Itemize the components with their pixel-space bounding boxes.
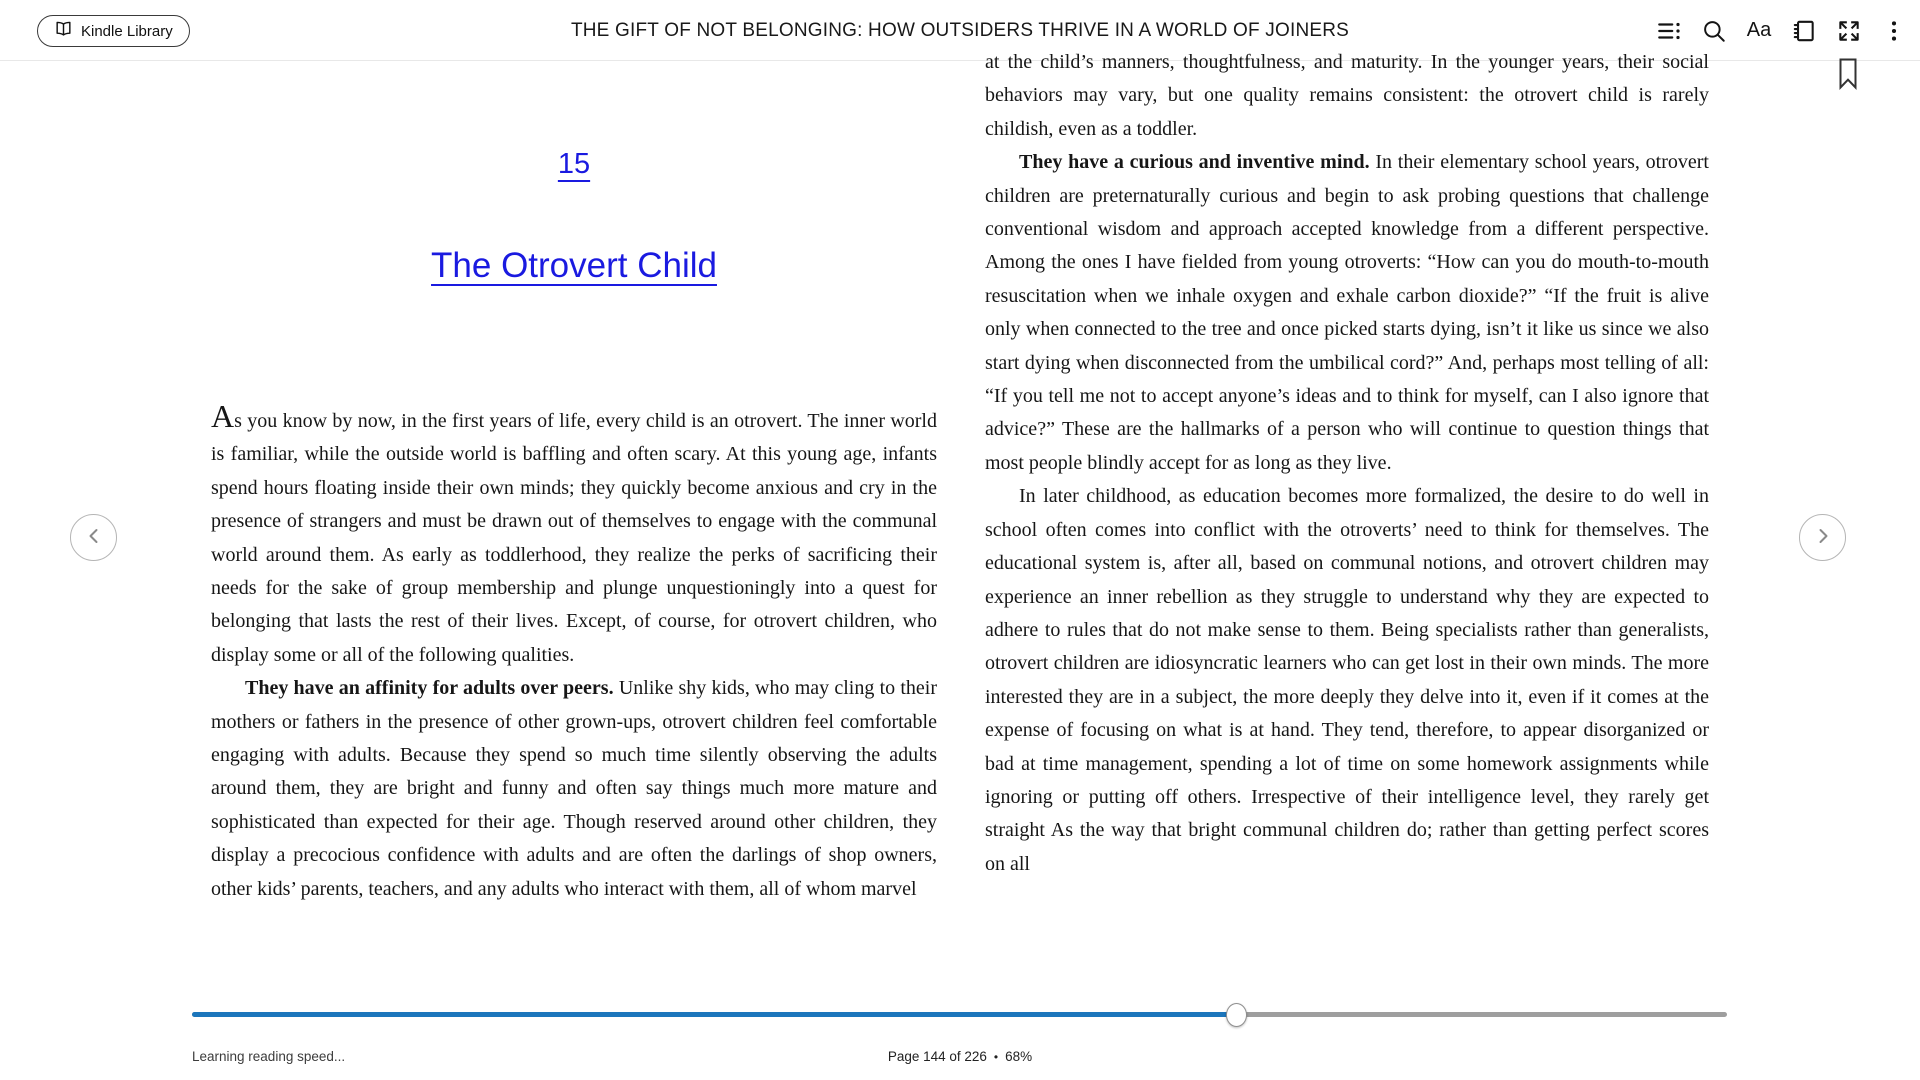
paragraph [211,400,937,672]
chapter-number-link[interactable]: 15 [557,148,591,180]
chevron-right-icon [1814,527,1832,548]
previous-page-button[interactable] [70,514,117,561]
font-settings-label: Aa [1746,19,1772,41]
percent-read-text: 68% [1005,1049,1033,1064]
paragraph-text: Unlike shy kids, who may cling to their mothers or fathers in the presence of other grown-ups, otrovert children feel comfortable engaging with adults. Because they spend so much time silently observing the adults around them, they are bright and funny and often say things much more mature and sophisticated than expected for their age. Though reserved around other children, they display a precocious confidence with adults and are often the darlings of shop owners, other kids’ parents, teachers, and any adults who interact with them, all of whom marvel [211,677,937,900]
chapter-title-link[interactable]: The Otrovert Child [431,246,717,285]
next-page-button[interactable] [1799,514,1846,561]
bookmark-icon[interactable] [1838,58,1858,93]
paragraph-bold-lead: They have a curious and inventive mind. [1019,151,1370,174]
progress-fill [192,1012,1236,1017]
paragraph-text: at the child’s manners, thoughtfulness, and maturity. In the younger years, their social behaviors may vary, but one quality remains consistent: the otrovert child is rarely childish, even as a toddler. [985,51,1709,140]
toc-icon[interactable] [1656,18,1682,44]
notebook-icon[interactable] [1791,18,1817,44]
chapter-title-link-wrap [211,246,937,286]
paragraph [211,672,937,906]
left-text-column [211,400,937,972]
book-title: THE GIFT OF NOT BELONGING: HOW OUTSIDERS THRIVE IN A WORLD OF JOINERS [570,19,1350,41]
paragraph [985,146,1709,480]
paragraph [985,480,1709,881]
paragraph-text: s you know by now, in the first years of life, every child is an otrovert. The inner world is familiar, while the outside world is baffling and often scary. At this young age, infants spend hours floating inside their own minds; they quickly become anxious and cry in the presence of strangers and must be drawn out of themselves to engage with the communal world around them. As early as toddlerhood, they realize the perks of sacrificing their needs for the sake of group membership and plunge unquestioningly into a quest for belonging that lasts the rest of their lives. Except, of course, for otrovert children, who display some or all of the following qualities. [211,410,937,666]
paragraph-text: In later childhood, as education becomes more formalized, the desire to do well in school often comes into conflict with the otroverts’ need to think for themselves. The educational system is, after all, based on communal notions, and otrovert children may experience an inner rebellion as they struggle to understand why they are expected to adhere to rules that do not make sense to them. Being specialists rather than generalists, otrovert children are idiosyncratic learners who can get lost in their own minds. The more interested they are in a subject, the more deeply they delve into it, even if it comes at the expense of focusing on what is at hand. They tend, therefore, to appear disorganized or bad at time management, spending a lot of time on some homework assignments while ignoring or putting off others. Irrespective of their intelligence level, they rarely get straight As the way that bright communal children do; rather than getting perfect scores on all [985,485,1709,875]
page-position-info [0,1049,1920,1064]
reading-progress-slider[interactable] [192,1012,1727,1017]
chapter-number-link-wrap [211,148,937,181]
search-icon[interactable] [1701,18,1727,44]
right-text-column [985,46,1709,986]
chevron-left-icon [85,527,103,548]
paragraph-text: In their elementary school years, otrovert children are preternaturally curious and begin to ask probing questions that challenge conventional wisdom and approach accepted knowledge from a different perspective. Among the ones I have fielded from young otroverts: “How can you do mouth-to-mouth resuscitation when we inhale oxygen and exhale carbon dioxide?” “If the fruit is alive only when connected to the tree and once picked starts dying, isn’t it like us since we also start dying when disconnected from the umbilical cord?” And, perhaps most telling of all: “If you tell me not to accept anyone’s ideas and to think for myself, can I also ignore that advice?” These are the hallmarks of a person who will continue to question things that most people blindly accept for as long as they live. [985,151,1709,474]
fullscreen-icon[interactable] [1836,18,1862,44]
progress-thumb[interactable] [1226,1003,1247,1027]
paragraph [985,46,1709,146]
overflow-menu-icon[interactable] [1881,18,1907,44]
font-settings-icon[interactable] [1746,18,1772,44]
kindle-library-label: Kindle Library [81,22,173,40]
drop-cap: A [211,400,235,434]
page-number-text: Page 144 of 226 [887,1049,987,1064]
reading-speed-status: Learning reading speed... [192,1049,346,1064]
separator-dot: • [993,1050,999,1064]
paragraph-bold-lead: They have an affinity for adults over peers. [245,677,614,700]
